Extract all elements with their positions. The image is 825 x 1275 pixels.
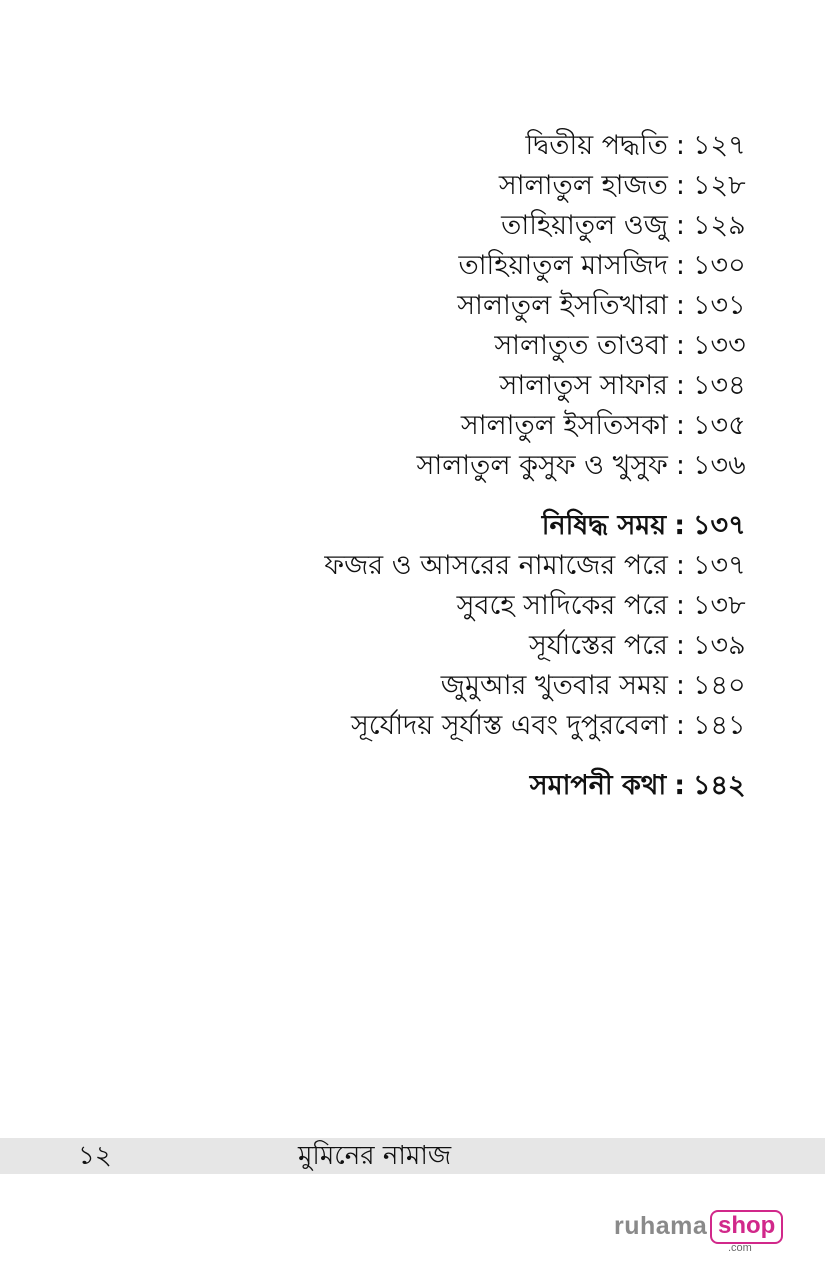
logo-text-ruhama: ruhama <box>614 1212 708 1240</box>
toc-entry <box>109 706 749 746</box>
toc-entry-page: ১৩৫ <box>693 410 746 441</box>
toc-entry <box>109 586 749 626</box>
toc-separator: : <box>675 710 685 741</box>
toc-separator: : <box>674 770 685 801</box>
toc-entry-page: ১৩৭ <box>693 550 746 581</box>
toc-entry-title: দ্বিতীয় পদ্ধতি <box>525 130 668 161</box>
toc-entry-title: ফজর ও আসরের নামাজের পরে <box>324 550 668 581</box>
toc-separator: : <box>675 130 685 161</box>
toc-entry-page: ১৪২ <box>693 770 746 801</box>
toc-entry <box>109 626 749 666</box>
toc-entry <box>109 446 749 486</box>
toc-separator: : <box>674 510 685 541</box>
toc-entry <box>109 206 749 246</box>
toc-entry <box>109 406 749 446</box>
toc-section-heading <box>109 506 749 546</box>
toc-entry-title: সুবহে সাদিকের পরে <box>456 590 668 621</box>
toc-entry-title: সূর্যোদয় সূর্যাস্ত এবং দুপুরবেলা <box>350 710 668 741</box>
toc-entry-page: ১৩০ <box>693 250 746 281</box>
toc-separator: : <box>675 410 685 441</box>
toc-entry-title: সালাতুল ইসতিসকা <box>460 410 668 441</box>
toc-section-heading <box>109 766 749 806</box>
toc-entry <box>109 246 749 286</box>
toc-entry <box>109 126 749 166</box>
toc-entry-title: জুমুআর খুতবার সময় <box>440 670 668 701</box>
toc-entry-title: সালাতুল কুসুফ ও খুসুফ <box>416 450 668 481</box>
toc-entry <box>109 546 749 586</box>
toc-entry-title: সমাপনী কথা <box>529 770 667 801</box>
toc-entry-page: ১৩৩ <box>693 330 746 361</box>
toc-entry-page: ১২৮ <box>693 170 746 201</box>
toc-entry <box>109 666 749 706</box>
footer-bar <box>0 1138 825 1174</box>
toc-separator: : <box>675 670 685 701</box>
toc-entry-title: তাহিয়াতুল মাসজিদ <box>458 250 668 281</box>
toc-entry-title: সূর্যাস্তের পরে <box>528 630 668 661</box>
toc-entry-title: তাহিয়াতুল ওজু <box>501 210 668 241</box>
table-of-contents <box>109 126 749 806</box>
toc-separator: : <box>675 630 685 661</box>
toc-separator: : <box>675 210 685 241</box>
toc-separator: : <box>675 170 685 201</box>
logo-text-shop: shop <box>710 1210 783 1244</box>
toc-entry-page: ১৩৭ <box>693 510 746 541</box>
toc-entry-page: ১৩৬ <box>693 450 746 481</box>
toc-entry-title: সালাতুল হাজত <box>498 170 668 201</box>
toc-entry-page: ১২৭ <box>693 130 746 161</box>
toc-entry <box>109 166 749 206</box>
toc-entry <box>109 326 749 366</box>
toc-entry-page: ১৩৮ <box>693 590 746 621</box>
toc-entry-page: ১৪০ <box>693 670 746 701</box>
section-gap <box>109 486 749 506</box>
toc-separator: : <box>675 290 685 321</box>
toc-separator: : <box>675 590 685 621</box>
footer-book-title: মুমিনের নামাজ <box>298 1141 452 1171</box>
footer-page-number: ১২ <box>78 1141 112 1171</box>
toc-separator: : <box>675 370 685 401</box>
ruhamashop-logo <box>614 1210 784 1254</box>
section-gap <box>109 746 749 766</box>
logo-text-com: .com <box>728 1242 752 1254</box>
toc-entry <box>109 366 749 406</box>
toc-entry-page: ১৪১ <box>693 710 746 741</box>
toc-entry-page: ১৩৯ <box>693 630 746 661</box>
toc-entry-page: ১২৯ <box>693 210 746 241</box>
toc-separator: : <box>675 250 685 281</box>
toc-entry <box>109 286 749 326</box>
toc-entry-page: ১৩১ <box>693 290 746 321</box>
toc-entry-title: সালাতুত তাওবা <box>494 330 668 361</box>
toc-separator: : <box>675 450 685 481</box>
toc-entry-title: নিষিদ্ধ সময় <box>541 510 667 541</box>
toc-entry-title: সালাতুস সাফার <box>499 370 668 401</box>
toc-entry-page: ১৩৪ <box>693 370 746 401</box>
toc-entry-title: সালাতুল ইসতিখারা <box>457 290 668 321</box>
toc-separator: : <box>675 550 685 581</box>
toc-separator: : <box>675 330 685 361</box>
